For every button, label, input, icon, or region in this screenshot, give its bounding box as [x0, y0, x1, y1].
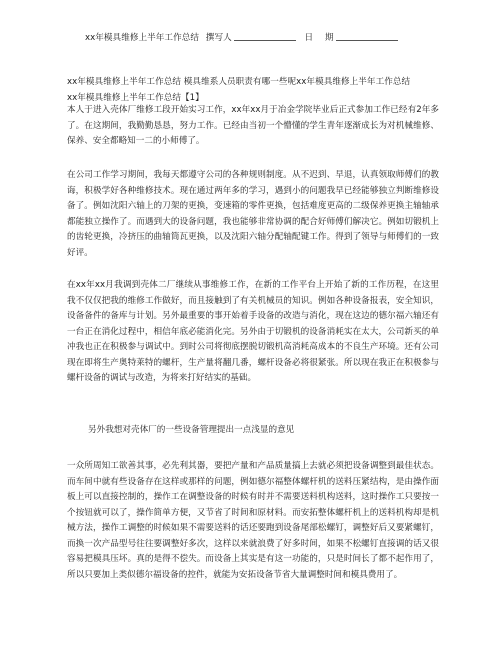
paragraph-1: 本人于进入壳体厂维修工段开始实习工作，xx年xx月于冶金学院毕业后正式参加工作已经有2年多了。在这期间，我勤勤恳恳，努力工作。已经由当初一个懵懂的学生青年逐渐成长为对机械维修、保养、安全都略知一二的小师傅了。	[67, 105, 439, 146]
paragraph-4: 另外我想对壳体厂的一些设备管理提出一点浅显的意见	[88, 425, 295, 435]
date-label-2: 期	[324, 33, 334, 43]
paragraph-3: 在xx年xx月我调到壳体二厂继续从事维修工作，在新的工作平台上开始了新的工作历程，在这里我不仅仅把我的维修工作做好，而且接触到了有关机械员的知识。例如各种设备报表，安全知识，设备备件的备库与计划。另外最重要的事开始着手设备的改造与消化，现在这边的德尔福六轴还有一台正在消化过程中，相信年底必能消化完。另外由于切锻机的设备消耗实在太大，公司新买的单冲我也正在积极参与调试中。到时公司将彻底摆脱切锻机高消耗高成本的不良生产环境。还有公司现在即将生产奥特莱特的螺杆，生产量将翻几番，螺杆设备必将很紧张。所以现在我正在积极参与螺杆设备的调试与改造，为将来打好结实的基础。	[67, 280, 439, 383]
date-label-1: 日	[304, 33, 314, 43]
writer-label: 撰写人	[205, 33, 232, 43]
subtitle-line: xx年模具维修上半年工作总结 模具维系人员职责有哪一些呢xx年模具维修上半年工作总结	[67, 77, 411, 87]
document-title: xx年模具维修上半年工作总结	[85, 33, 199, 43]
writer-blank	[234, 31, 296, 41]
section-title: xx年模具维修上半年工作总结【1】	[67, 93, 204, 103]
header-line	[85, 31, 398, 44]
date-blank	[336, 31, 398, 41]
paragraph-2: 在公司工作学习期间，我每天都遵守公司的各种规则制度。从不迟到、早退，认真领取师傅们的教诲，积极学好各种维修技术。现在通过两年多的学习，遇到小的问题我早已经能够独立判断维修设备了。例如沈阳六轴上的刀架的更换，变速箱的零件更换，包括难度更高的二级保养更换主轴轴承都能独立操作了。而遇到大的设备问题，我也能够非常协调的配合好师傅们解决它。例如切锻机上的齿轮更换，冷挤压的曲轴筒瓦更换，以及沈阳六轴分配轴配键工作。得到了领导与师傅们的一致好评。	[67, 170, 439, 258]
paragraph-5: 一众所周知工欲善其事，必先利其器，要把产量和产品质量搞上去就必须把设备调整到最佳状态。而车间中就有些设备存在这样或那样的问题，例如德尔福整体螺杆机的送料压紧结构，是由操作面板上可以直接控制的，操作工在调整设备的时候有时并不需要送料机构送料，这时操作工只要按一个按钮就可以了，操作简单方便，又节省了时间和原材料。而安拓整体螺杆机上的送料机构却是机械方法，操作工调整的时候如果不需要送料的话还要跑到设备尾部松螺钉，调整好后又要紧螺钉，而换一次产品型号往往要调整好多次，这样以来就浪费了好多时间，如果不松螺钉直接调的话又很容易把模具压坏。真的是得不偿失。而设备上其实是有这一功能的，只是时间长了都不起作用了，所以只要加上类似德尔福设备的控件，就能为安拓设备节省大量调整时间和模具费用了。	[67, 461, 439, 580]
